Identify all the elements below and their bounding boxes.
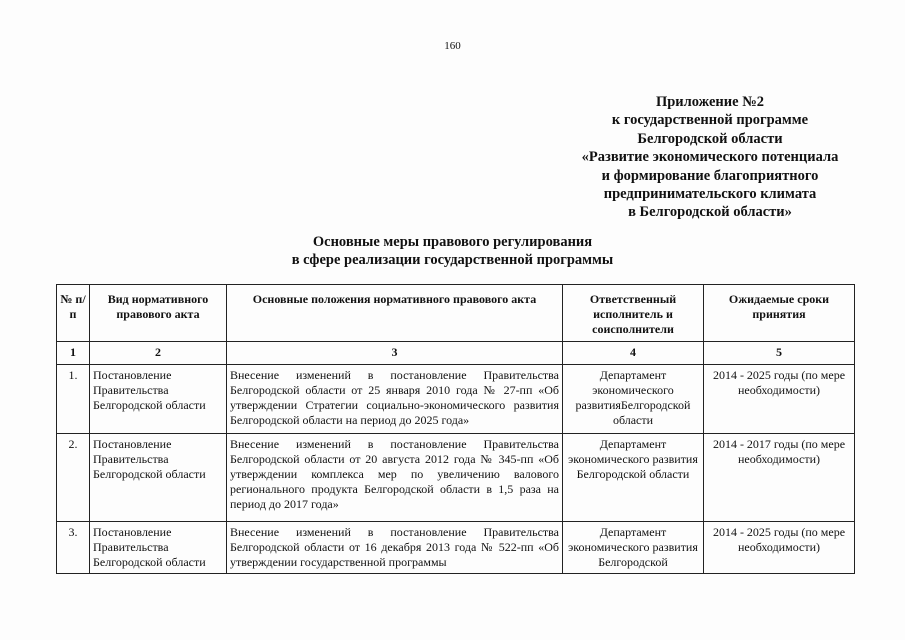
header-provisions: Основные положения нормативного правового акта xyxy=(227,285,563,342)
row-number: 3. xyxy=(57,521,90,574)
header-term: Ожидаемые сроки принятия xyxy=(704,285,855,342)
act-kind-cell: Постановление Правительства Белгородской области xyxy=(90,521,227,574)
header-number: № п/п xyxy=(57,285,90,342)
column-numbers-row xyxy=(57,341,855,364)
appendix-header xyxy=(530,93,890,222)
column-number: 2 xyxy=(90,341,227,364)
term-cell: 2014 - 2025 годы (по мере необходимости) xyxy=(704,521,855,574)
executor-cell: Департамент экономического развития Белгородской xyxy=(563,521,704,574)
row-number: 2. xyxy=(57,433,90,521)
column-number: 3 xyxy=(227,341,563,364)
table-row xyxy=(57,364,855,433)
term-cell: 2014 - 2025 годы (по мере необходимости) xyxy=(704,364,855,433)
provisions-cell: Внесение изменений в постановление Правительства Белгородской области от 20 августа 2012 года № 345-пп «Об утверждении комплекса мер по увеличению валового регионального продукта Белгородской области в 1,5 раза на период до 2017 года» xyxy=(227,433,563,521)
provisions-cell: Внесение изменений в постановление Правительства Белгородской области от 25 января 2010 года № 27-пп «Об утверждении Стратегии социально-экономического развития Белгородской области на период до 2025 года» xyxy=(227,364,563,433)
appendix-line: и формирование благоприятного xyxy=(601,167,819,184)
legal-measures-table xyxy=(56,284,855,574)
table-row xyxy=(57,521,855,574)
header-act-kind: Вид нормативного правового акта xyxy=(90,285,227,342)
appendix-line: к государственной программе xyxy=(611,112,809,129)
title-line: в сфере реализации государственной программы xyxy=(291,252,614,268)
executor-cell: Департамент экономического развития Белгородской области xyxy=(563,433,704,521)
act-kind-cell: Постановление Правительства Белгородской области xyxy=(90,364,227,433)
appendix-line: Белгородской области xyxy=(637,130,783,147)
title-line: Основные меры правового регулирования xyxy=(312,234,593,250)
column-number: 4 xyxy=(563,341,704,364)
column-number: 1 xyxy=(57,341,90,364)
term-cell: 2014 - 2017 годы (по мере необходимости) xyxy=(704,433,855,521)
header-executor: Ответственный исполнитель и соисполнители xyxy=(563,285,704,342)
appendix-line: Приложение №2 xyxy=(655,94,765,110)
appendix-line: предпринимательского климата xyxy=(603,186,817,203)
page-number: 160 xyxy=(444,40,461,52)
executor-cell: Департамент экономического развитияБелгородской области xyxy=(563,364,704,433)
row-number: 1. xyxy=(57,364,90,433)
document-title xyxy=(0,233,905,269)
column-number: 5 xyxy=(704,341,855,364)
appendix-line: «Развитие экономического потенциала xyxy=(581,149,839,166)
appendix-line: в Белгородской области» xyxy=(628,204,792,221)
provisions-cell: Внесение изменений в постановление Правительства Белгородской области от 16 декабря 2013 года № 522-пп «Об утверждении государственной программы xyxy=(227,521,563,574)
table-header-row xyxy=(57,285,855,342)
table-row xyxy=(57,433,855,521)
act-kind-cell: Постановление Правительства Белгородской области xyxy=(90,433,227,521)
